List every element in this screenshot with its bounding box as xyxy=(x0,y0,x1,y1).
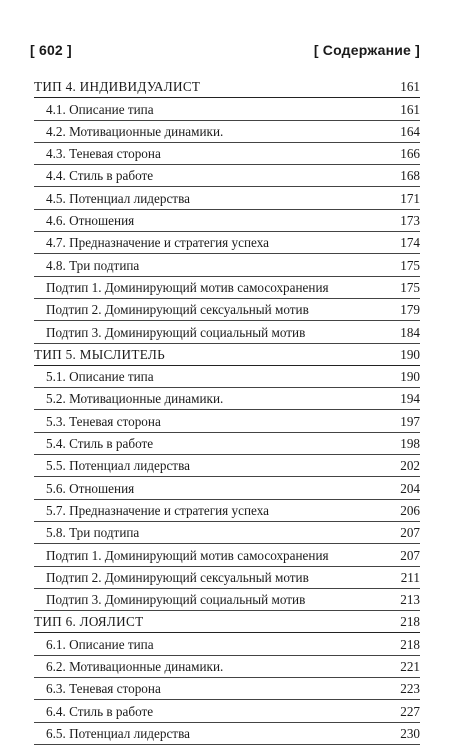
toc-entry-page: 190 xyxy=(400,346,420,362)
toc-entry-label: Подтип 3. Доминирующий социальный мотив xyxy=(46,592,306,608)
toc-entry-page: 204 xyxy=(400,480,420,496)
section-title: [ Содержание ] xyxy=(313,42,420,58)
toc-entry-page: 194 xyxy=(400,391,420,407)
toc-entry-label: 5.3. Теневая сторона xyxy=(46,413,161,429)
toc-entry-page: 218 xyxy=(400,614,420,630)
toc-entry-label: 6.5. Потенциал лидерства xyxy=(46,725,190,741)
toc-entry-subtype xyxy=(34,321,420,343)
toc-entry-label: 4.4. Стиль в работе xyxy=(46,168,154,184)
toc-entry-page: 202 xyxy=(400,458,420,474)
toc-entry-label: 5.4. Стиль в работе xyxy=(46,436,154,452)
toc-entry-label: 6.2. Мотивационные динамики. xyxy=(46,659,224,675)
toc-entry-label: 6.3. Теневая сторона xyxy=(46,681,161,697)
toc-entry-section xyxy=(34,143,420,165)
toc-entry-page: 173 xyxy=(400,213,420,229)
toc-entry-page: 161 xyxy=(400,79,420,95)
toc-entry-page: 161 xyxy=(400,101,420,117)
toc-entry-label: 4.6. Отношения xyxy=(46,213,135,229)
toc-entry-page: 206 xyxy=(400,502,420,518)
toc-entry-label: 4.1. Описание типа xyxy=(46,101,154,117)
toc-entry-label: 5.1. Описание типа xyxy=(46,369,154,385)
toc-entry-subtype xyxy=(34,299,420,321)
page-number: [ 602 ] xyxy=(30,42,72,58)
toc-entry-section xyxy=(34,656,420,678)
toc-entry-page: 230 xyxy=(400,725,420,741)
toc-entry-label: ТИП 4. ИНДИВИДУАЛИСТ xyxy=(34,79,201,95)
toc-entry-section xyxy=(34,232,420,254)
toc-entry-section xyxy=(34,633,420,655)
toc-entry-label: ТИП 6. ЛОЯЛИСТ xyxy=(34,614,144,630)
toc-entry-label: ТИП 5. МЫСЛИТЕЛЬ xyxy=(34,346,166,362)
toc-entry-label: 5.5. Потенциал лидерства xyxy=(46,458,190,474)
toc-entry-subtype xyxy=(34,589,420,611)
toc-entry-label: 6.4. Стиль в работе xyxy=(46,703,154,719)
toc-entry-label: 5.7. Предназначение и стратегия успеха xyxy=(46,502,269,518)
toc-entry-section xyxy=(34,366,420,388)
toc-entry-label: 5.8. Три подтипа xyxy=(46,525,140,541)
toc-entry-subtype xyxy=(34,277,420,299)
toc-entry-section xyxy=(34,433,420,455)
toc-entry-chapter xyxy=(34,76,420,98)
toc-entry-page: 221 xyxy=(400,659,420,675)
toc-entry-page: 207 xyxy=(400,547,420,563)
toc-entry-section xyxy=(34,723,420,745)
toc-entry-label: 4.8. Три подтипа xyxy=(46,257,140,273)
toc-entry-page: 164 xyxy=(400,123,420,139)
toc-entry-section xyxy=(34,700,420,722)
toc-entry-page: 227 xyxy=(400,703,420,719)
toc-entry-chapter xyxy=(34,344,420,366)
toc-entry-label: Подтип 2. Доминирующий сексуальный мотив xyxy=(46,569,309,585)
toc-entry-section xyxy=(34,500,420,522)
toc-entry-label: 5.6. Отношения xyxy=(46,480,135,496)
toc-entry-subtype xyxy=(34,567,420,589)
toc-entry-section xyxy=(34,388,420,410)
toc-entry-section xyxy=(34,522,420,544)
toc-entry-section xyxy=(34,254,420,276)
toc-entry-page: 207 xyxy=(400,525,420,541)
toc-entry-page: 198 xyxy=(400,436,420,452)
toc-entry-label: Подтип 3. Доминирующий социальный мотив xyxy=(46,324,306,340)
toc-entry-page: 184 xyxy=(400,324,420,340)
toc-entry-page: 179 xyxy=(400,302,420,318)
toc-entry-section xyxy=(34,121,420,143)
table-of-contents xyxy=(34,76,420,745)
toc-entry-page: 223 xyxy=(400,681,420,697)
toc-entry-page: 168 xyxy=(400,168,420,184)
toc-entry-page: 197 xyxy=(400,413,420,429)
toc-entry-label: 4.2. Мотивационные динамики. xyxy=(46,123,224,139)
toc-entry-label: Подтип 1. Доминирующий мотив самосохранения xyxy=(46,547,329,563)
toc-entry-label: 6.1. Описание типа xyxy=(46,636,154,652)
toc-entry-label: 4.5. Потенциал лидерства xyxy=(46,190,190,206)
toc-entry-label: Подтип 1. Доминирующий мотив самосохранения xyxy=(46,279,329,295)
toc-entry-page: 166 xyxy=(400,146,420,162)
toc-entry-section xyxy=(34,98,420,120)
toc-entry-section xyxy=(34,678,420,700)
toc-entry-label: 5.2. Мотивационные динамики. xyxy=(46,391,224,407)
toc-entry-label: 4.7. Предназначение и стратегия успеха xyxy=(46,235,269,251)
toc-entry-section xyxy=(34,410,420,432)
toc-entry-page: 190 xyxy=(400,369,420,385)
toc-entry-page: 175 xyxy=(400,279,420,295)
toc-entry-label: 4.3. Теневая сторона xyxy=(46,146,161,162)
toc-entry-subtype xyxy=(34,544,420,566)
toc-entry-page: 171 xyxy=(400,190,420,206)
toc-entry-section xyxy=(34,187,420,209)
toc-entry-page: 213 xyxy=(400,592,420,608)
toc-entry-chapter xyxy=(34,611,420,633)
toc-entry-section xyxy=(34,165,420,187)
toc-entry-page: 218 xyxy=(400,636,420,652)
toc-entry-page: 175 xyxy=(400,257,420,273)
toc-entry-section xyxy=(34,210,420,232)
toc-entry-page: 211 xyxy=(400,569,420,585)
toc-entry-label: Подтип 2. Доминирующий сексуальный мотив xyxy=(46,302,309,318)
running-header xyxy=(30,42,420,58)
toc-entry-section xyxy=(34,477,420,499)
toc-entry-section xyxy=(34,455,420,477)
toc-entry-page: 174 xyxy=(400,235,420,251)
